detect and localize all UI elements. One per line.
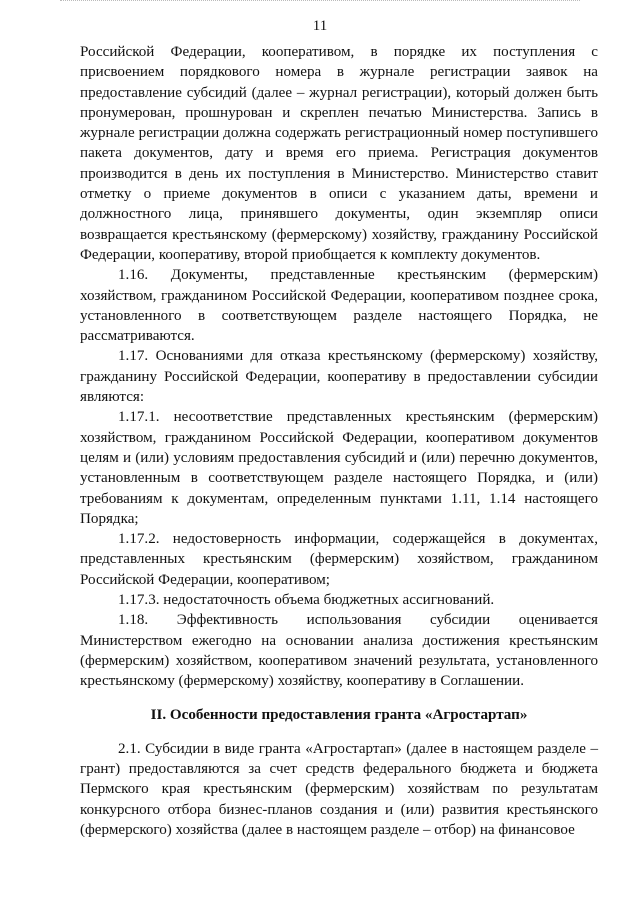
paragraph: Российской Федерации, кооперативом, в порядке их поступления с присвоением порядкового номера в журнале регистрации заявок на предоставление субсидий (далее – журнал регистрации), который должен быть пронумерован, прошнурован и скреплен печатью Министерства. Запись в журнале регистрации должна содержать регистрационный номер поступившего пакета документов, дату и время его приема. Регистрация документов производится в день их поступления в Министерство. Министерство ставит отметку о приеме документов в описи с указанием даты, времени и должностного лица, принявшего документы, один экземпляр описи возвращается крестьянскому (фермерскому) хозяйству, гражданину Российской Федерации, кооперативу, второй приобщается к комплекту документов.	[80, 44, 598, 263]
scan-top-edge	[60, 0, 580, 2]
paragraph: 1.17.3. недостаточность объема бюджетных ассигнований.	[118, 592, 495, 609]
paragraph: 2.1. Субсидии в виде гранта «Агростартап» (далее в настоящем разделе – грант) предоставляются за счет средств федерального бюджета и бюджета Пермского края крестьянским (фермерским) хозяйствам по результатам конкурсного отбора бизнес-планов создания и (или) развития крестьянского (фермерского) хозяйства (далее в настоящем разделе – отбор) на финансовое	[80, 740, 598, 838]
document-body	[80, 42, 598, 840]
paragraph: 1.16. Документы, представленные крестьянским (фермерским) хозяйством, гражданином Российской Федерации, кооперативом позднее срока, установленного в соответствующем разделе настоящего Порядка, не рассматриваются.	[80, 267, 598, 345]
paragraph: 1.17. Основаниями для отказа крестьянскому (фермерскому) хозяйству, гражданину Российской Федерации, кооперативу в предоставлении субсидии являются:	[80, 348, 598, 406]
section-heading: II. Особенности предоставления гранта «Агростартап»	[150, 706, 528, 723]
page-number: 11	[312, 18, 328, 34]
paragraph: 1.18. Эффективность использования субсидии оценивается Министерством ежегодно на основании анализа достижения крестьянским (фермерским) хозяйством, кооперативом значений результата, установленного крестьянскому (фермерскому) хозяйству, кооперативу в Соглашении.	[80, 612, 598, 690]
paragraph: 1.17.2. недостоверность информации, содержащейся в документах, представленных крестьянским (фермерским) хозяйством, гражданином Российской Федерации, кооперативом;	[80, 531, 598, 588]
paragraph: 1.17.1. несоответствие представленных крестьянским (фермерским) хозяйством, гражданином Российской Федерации, кооперативом документов целям и (или) условиям предоставления субсидий и (или) перечню документов, установленным в соответствующем разделе настоящего Порядка, и (или) требованиям к документам, определенным пунктами 1.11, 1.14 настоящего Порядка;	[80, 409, 598, 527]
